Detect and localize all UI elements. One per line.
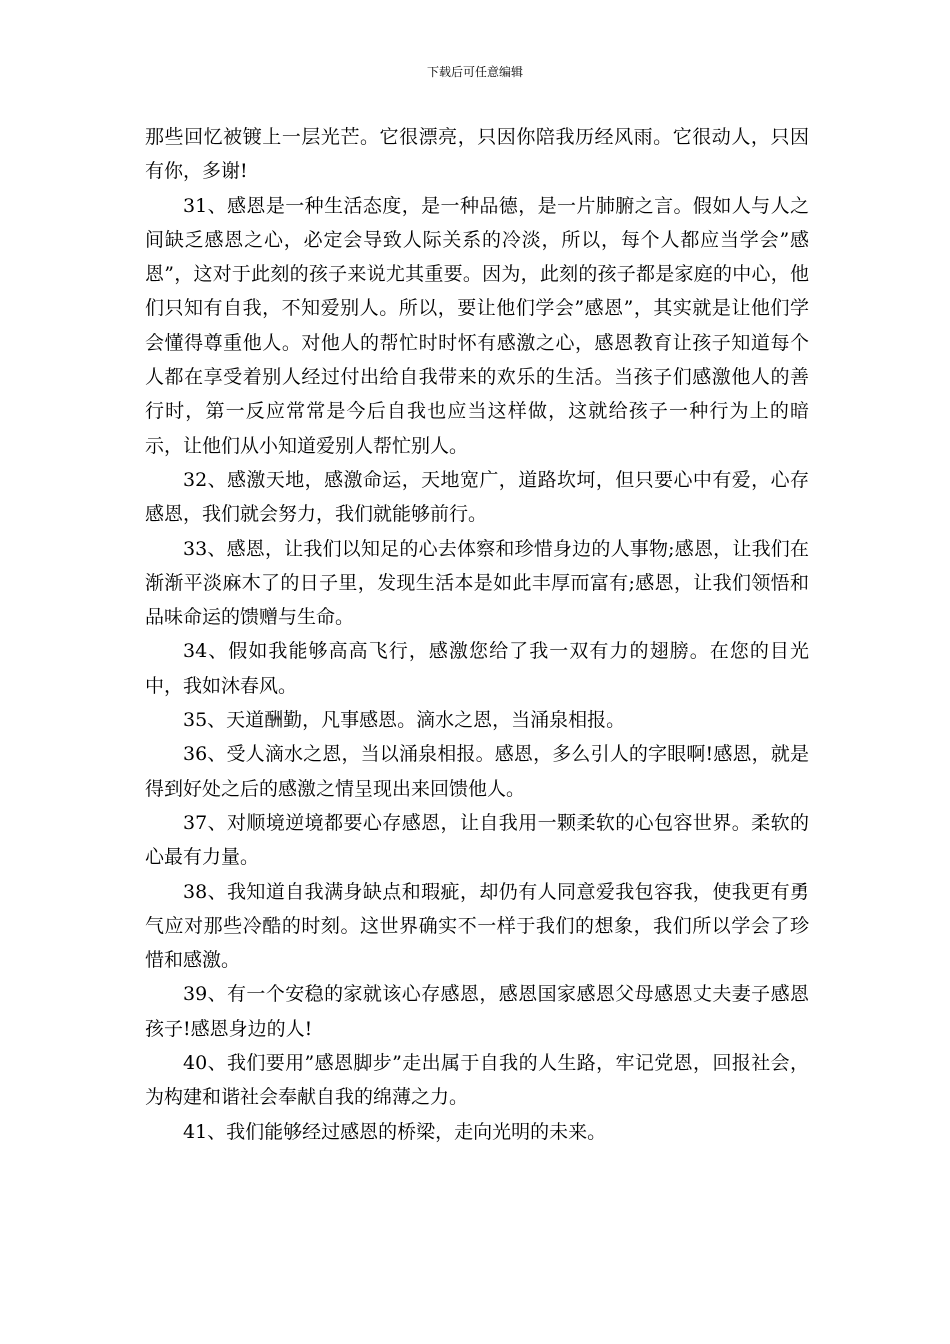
paragraph-39: 39、有一个安稳的家就该心存感恩，感恩国家感恩父母感恩丈夫妻子感恩孩子!感恩身边的人! (145, 983, 809, 1040)
document-body (145, 120, 809, 1149)
paragraph-40: 40、我们要用”感恩脚步”走出属于自我的人生路，牢记党恩，回报社会，为构建和谐社会奉献自我的绵薄之力。 (145, 1052, 809, 1109)
paragraph-38: 38、我知道自我满身缺点和瑕疵，却仍有人同意爱我包容我，使我更有勇气应对那些冷酷的时刻。这世界确实不一样于我们的想象，我们所以学会了珍惜和感激。 (145, 880, 809, 972)
paragraph-35: 35、天道酬勤，凡事感恩。滴水之恩，当涌泉相报。 (183, 709, 626, 732)
paragraph-34: 34、假如我能够高高飞行，感激您给了我一双有力的翅膀。在您的目光中，我如沐春风。 (145, 640, 809, 697)
paragraph-33: 33、感恩，让我们以知足的心去体察和珍惜身边的人事物;感恩，让我们在渐渐平淡麻木了的日子里，发现生活本是如此丰厚而富有;感恩，让我们领悟和品味命运的馈赠与生命。 (145, 537, 809, 629)
paragraph-36: 36、受人滴水之恩，当以涌泉相报。感恩，多么引人的字眼啊!感恩，就是得到好处之后的感激之情呈现出来回馈他人。 (145, 743, 809, 800)
paragraph-41: 41、我们能够经过感恩的桥梁，走向光明的未来。 (183, 1120, 607, 1143)
paragraph-37: 37、对顺境逆境都要心存感恩，让自我用一颗柔软的心包容世界。柔软的心最有力量。 (145, 811, 809, 869)
paragraph-31: 31、感恩是一种生活态度，是一种品德，是一片肺腑之言。假如人与人之间缺乏感恩之心，必定会导致人际关系的冷淡，所以，每个人都应当学会”感恩”，这对于此刻的孩子来说尤其重要。因为，此刻的孩子都是家庭的中心，他们只知有自我，不知爱别人。所以，要让他们学会”感恩”，其实就是让他们学会懂得尊重他人。对他人的帮忙时时怀有感激之心，感恩教育让孩子知道每个人都在享受着别人经过付出给自我带来的欢乐的生活。当孩子们感激他人的善行时，第一反应常常是今后自我也应当这样做，这就给孩子一种行为上的暗示，让他们从小知道爱别人帮忙别人。 (145, 194, 809, 457)
paragraph-continuation: 那些回忆被镀上一层光芒。它很漂亮，只因你陪我历经风雨。它很动人，只因有你，多谢! (145, 126, 809, 183)
paragraph-32: 32、感激天地，感激命运，天地宽广，道路坎坷，但只要心中有爱，心存感恩，我们就会努力，我们就能够前行。 (145, 468, 809, 526)
page-header: 下载后可任意编辑 (426, 65, 523, 79)
